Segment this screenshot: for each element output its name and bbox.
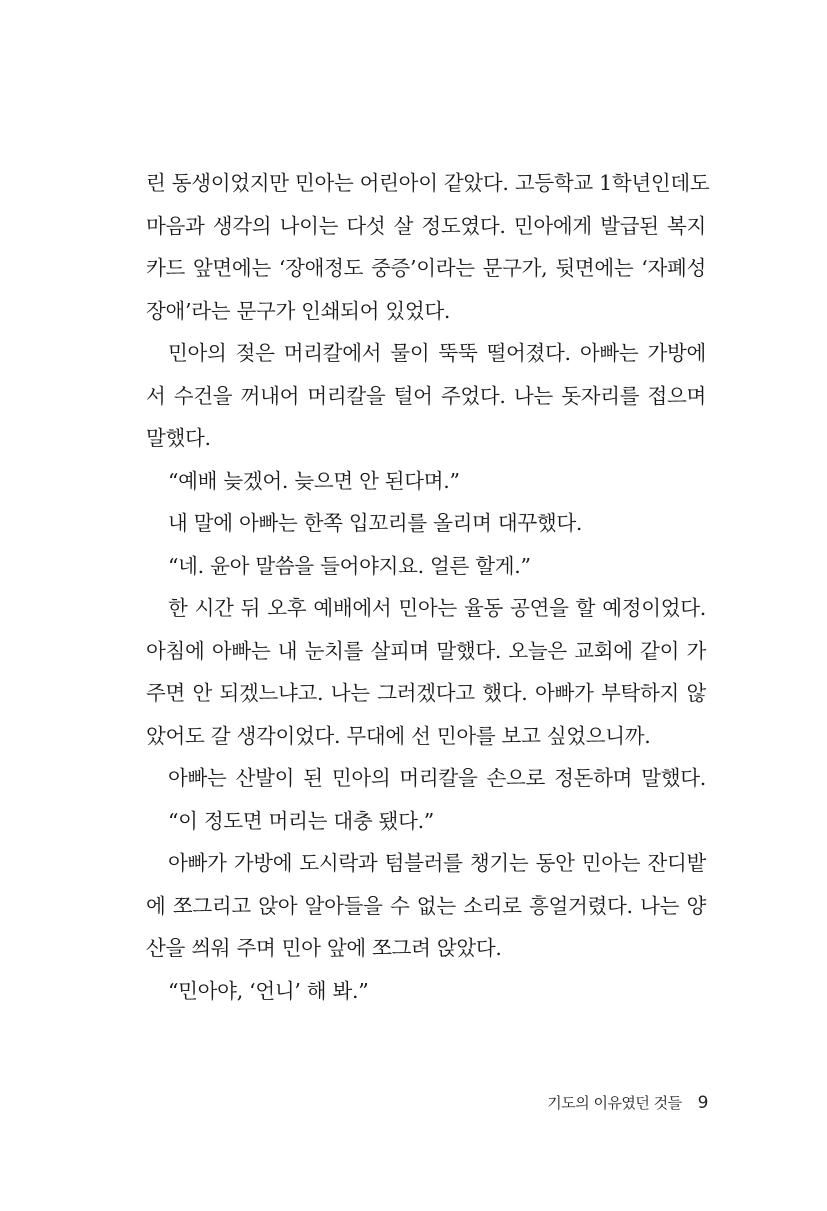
page-body-text: [146, 162, 710, 1012]
dialogue-line: “네. 윤아 말씀을 들어야지요. 얼른 할게.”: [168, 553, 531, 578]
text-line: 한 시간 뒤 오후 예배에서 민아는 율동 공연을 할 예정이었다.: [168, 596, 706, 620]
text-line: 서 수건을 꺼내어 머리칼을 털어 주었다. 나는 돗자리를 접으며: [146, 383, 706, 408]
text-line: 말했다.: [146, 426, 211, 450]
page-footer: [540, 1092, 708, 1113]
text-line: 린 동생이었지만 민아는 어린아이 같았다. 고등학교 1학년인데도: [146, 171, 710, 195]
page-number: 9: [697, 1093, 708, 1113]
text-line: 마음과 생각의 나이는 다섯 살 정도였다. 민아에게 발급된 복지: [146, 213, 706, 238]
text-line: 주면 안 되겠느냐고. 나는 그러겠다고 했다. 아빠가 부탁하지 않: [146, 681, 706, 705]
dialogue-line: “이 정도면 머리는 대충 됐다.”: [168, 808, 434, 833]
text-line: 산을 씌워 주며 민아 앞에 쪼그려 앉았다.: [146, 936, 502, 960]
text-line: 았어도 갈 생각이었다. 무대에 선 민아를 보고 싶었으니까.: [146, 723, 651, 748]
text-line: 내 말에 아빠는 한쪽 입꼬리를 올리며 대꾸했다.: [168, 511, 583, 535]
dialogue-line: “민아야, ‘언니’ 해 봐.”: [168, 978, 369, 1003]
text-line: 민아의 젖은 머리칼에서 물이 뚝뚝 떨어졌다. 아빠는 가방에: [168, 341, 706, 365]
dialogue-line: “예배 늦겠어. 늦으면 안 된다며.”: [168, 468, 460, 493]
text-line: 아침에 아빠는 내 눈치를 살피며 말했다. 오늘은 교회에 같이 가: [146, 638, 706, 663]
text-line: 에 쪼그리고 앉아 알아들을 수 없는 소리로 흥얼거렸다. 나는 양: [146, 893, 706, 918]
running-title: 기도의 이유였던 것들: [547, 1094, 682, 1112]
text-line: 아빠가 가방에 도시락과 텀블러를 챙기는 동안 민아는 잔디밭: [168, 851, 706, 875]
text-line: 아빠는 산발이 된 민아의 머리칼을 손으로 정돈하며 말했다.: [168, 766, 706, 790]
text-line: 카드 앞면에는 ‘장애정도 중증’이라는 문구가, 뒷면에는 ‘자폐성: [146, 256, 706, 280]
text-line: 장애’라는 문구가 인쇄되어 있었다.: [146, 298, 451, 323]
